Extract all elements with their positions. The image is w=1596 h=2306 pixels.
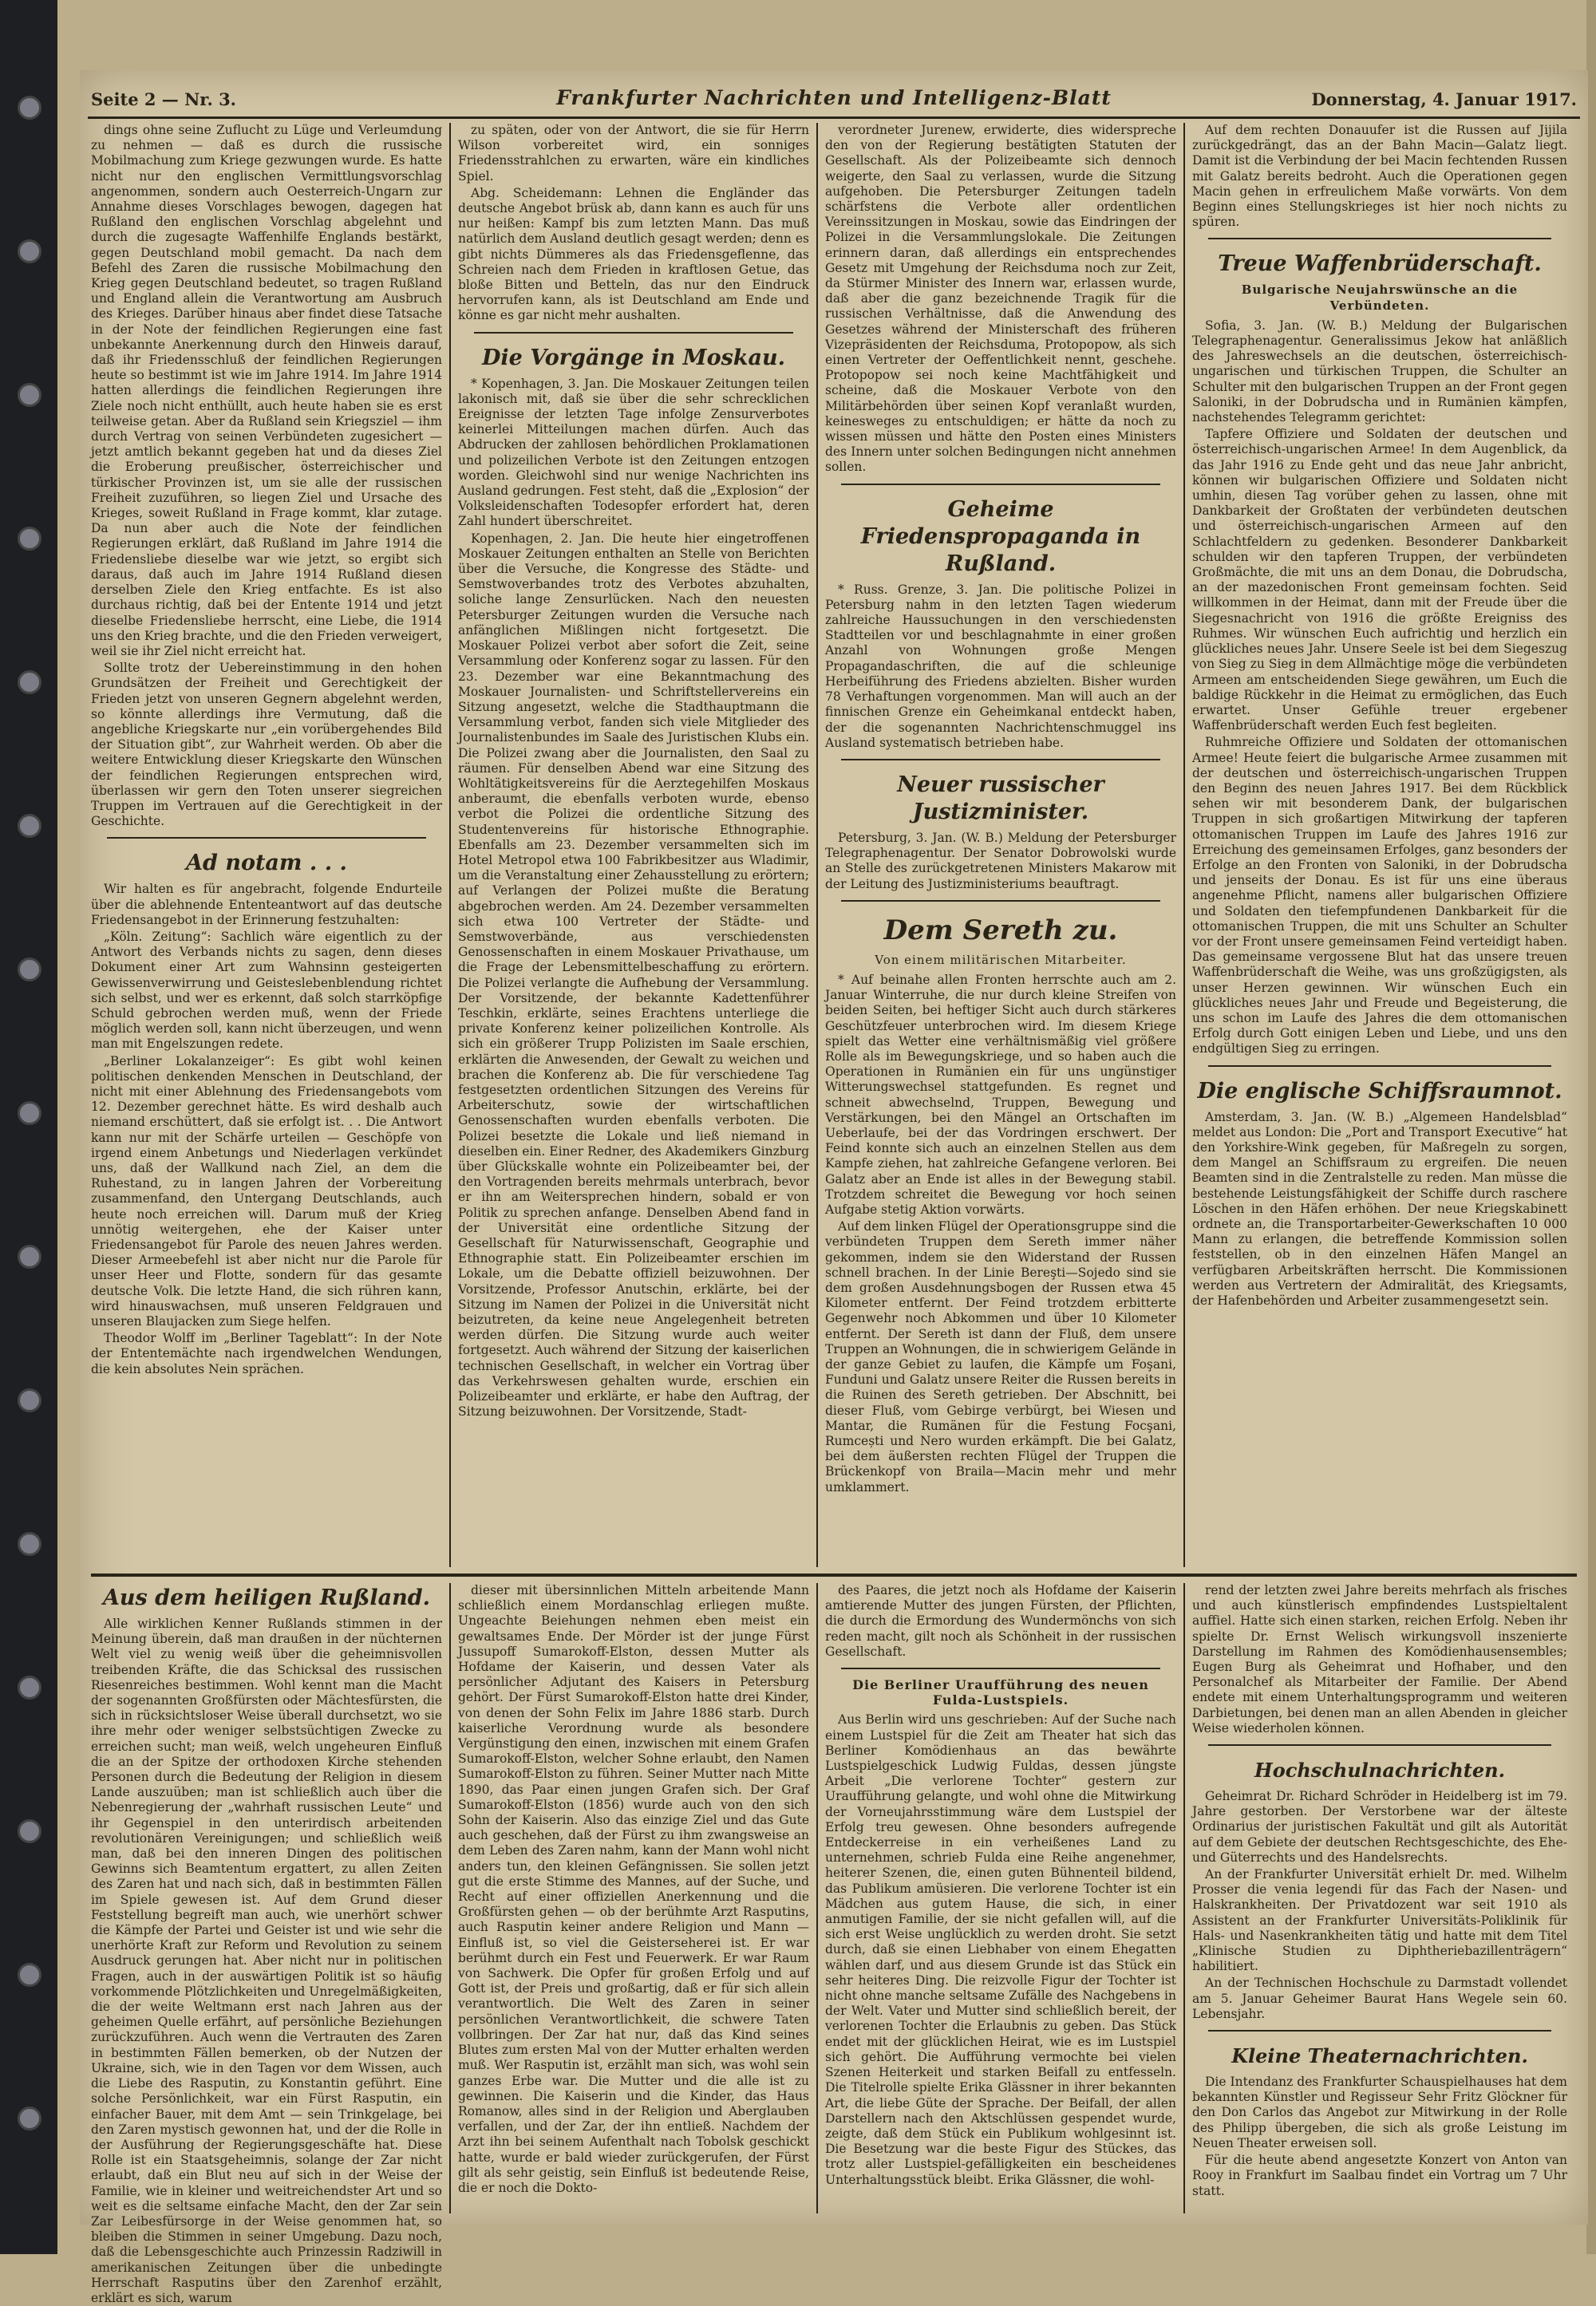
newspaper-page [80, 70, 1588, 2305]
column-rule [816, 123, 818, 1567]
binding-hole [18, 383, 41, 407]
article-text: verordneter Jurenew, erwiderte, dies widerspreche den von der Regierung bestätigten Statuten der Gesellschaft. Als der Polizeibeamte sich dennoch weigerte, den Saal zu verlassen, wurde die Sitzung aufgehoben. Die Petersburger Zeitungen tadeln schärfstens die Verbote aller ordentlichen Vereinssitzungen in Moskau, sowie das Eindringen der Polizei in die Versammlungslokale. Die Zeitungen erinnern daran, daß allerdings ein entsprechendes Gesetz mit Umgehung der Reichsduma noch zur Zeit, da Stürmer Minister des Innern war, erlassen wurde, daß aber die ganz bezeichnende Tragik für die russischen Verhältnisse, daß die Anwendung des Gesetzes während der Ministerschaft des früheren Vizepräsidenten der Reichsduma, Protopopow, als sich einen Vertreter der Oeffentlichkeit nennt, geschehe. Protopopow sei noch keine Machtfähigkeit und scheine, daß die Moskauer Verbote von den Militärbehörden über seinen Kopf veranlaßt wurden, keinesweges zu entschuldigen; er hätte da noch zu wissen müssen und hätte den Posten eines Ministers des Innern unter solchen Bedingungen nicht annehmen sollen. [825, 123, 1176, 475]
column-3 [825, 123, 1176, 1567]
section-divider [91, 1574, 1577, 1577]
column-rule [816, 1583, 818, 2213]
divider [474, 332, 793, 334]
article-text: Abg. Scheidemann: Lehnen die Engländer das deutsche Angebot brüsk ab, dann kann es auch für uns nur heißen: Kampf bis zum letzten Mann. Das muß natürlich dem Ausland deutlich gesagt werden; denn es gibt nichts Dümmeres als das Friedensgeflenne, das Schreien nach dem Frieden in kraftlosen Getue, das bloße Bitten und Betteln, das nur den Eindruck hervorrufen kann, als ist Deutschland am Ende und könne es gar nicht mehr aushalten. [458, 185, 809, 323]
article-headline: Die Berliner Uraufführung des neuen Fulda-Lustspiels. [852, 1677, 1149, 1708]
feuilleton-column-4 [1192, 1583, 1567, 2213]
binding-hole [18, 1388, 41, 1412]
article-text: Aus Berlin wird uns geschrieben: Auf der Suche nach einem Lustspiel für die Zeit am Theater hat sich das Berliner Komödienhaus an das bewährte Lustspielgeschick Ludwig Fuldas, dessen jüngste Arbeit „Die verlorene Tochter“ gestern zur Uraufführung gelangte, und wohl ohne die Mitwirkung der Vorneujahrsstimmung wäre dem Lustspiel der Erfolg treu gewesen. Ohne besonders aufregende Entdeckerreise in ein verheißenes Land zu unternehmen, schrieb Fulda eine Reihe angenehmer, heiterer Szenen, die, einen guten Bühnenteil bildend, das Publikum amüsieren. Die verlorene Tochter ist ein Mädchen aus gutem Hause, die sich, in einer anmutigen Familie, der sie nicht gefallen will, auf die sich erst Weise unglücklich zu werden droht. Sie setzt durch, daß sie einen Liebhaber von einem Ehegatten wählen darf, und aus diesem Grunde ist das Stück ein sehr heiteres Ding. Die reizvolle Figur der Tochter ist nicht ohne manche seltsame Zufälle des Nachgebens in der Welt. Vater und Mutter sind schließlich bereit, der verlorenen Tochter die Erlaubnis zu geben. Das Stück endet mit der glücklichen Heirat, wie es im Lustspiel sich gehört. Die Aufführung vermochte bei vielen Szenen Heiterkeit und starken Beifall zu entfesseln. Die Titelrolle spielte Erika Glässner in ihrer bekannten Art, die liebe Güte der Sprache. Der Beifall, der allen Darstellern nach den Aktschlüssen gespendet wurde, zeigte, daß dem Stück ein Publikum wohlgesinnt ist. Die Besetzung war die beste Figur des Stückes, das trotz aller Lustspiel-gefälligkeiten ein bescheidenes Unterhaltungsstück bleibt. Erika Glässner, die wohl- [825, 1712, 1176, 2187]
article-text: dings ohne seine Zuflucht zu Lüge und Verleumdung zu nehmen — daß es durch die russische Mobilmachung zum Kriege gezwungen wurde. Es hatte nicht nur den englischen Vermittlungsvorschlag angenommen, sondern auch Oesterreich-Ungarn zur Annahme dieses Vorschlages bewogen, dagegen hat Rußland den englischen Vorschlag abgelehnt und durch die zugesagte Waffenhilfe Englands bestärkt, gegen Deutschland mobil gemacht. Da nach dem Befehl des Zaren die russische Mobilmachung den Krieg gegen Deutschland bedeutet, so tragen Rußland und England allein die Verantwortung am Ausbruch des Krieges. Darüber hinaus aber findet diese Tatsache in der Note der feindlichen Regierungen eine fast unbekannte Anerkennung durch den Hinweis darauf, daß ihr Friedensschluß der feindlichen Regierungen heute so bestimmt ist wie im Jahre 1914. Im Jahre 1914 hatten allerdings die feindlichen Regierungen ihre Ziele noch nicht enthüllt, auch heute haben sie es erst teilweise getan. Aber da Rußland sein Kriegsziel — ihm durch Vertrag von seinen Verbündeten zugesichert — jetzt amtlich bekannt gegeben hat und da dieses Ziel die Eroberung preußischer, österreichischer und türkischer Provinzen ist, um sie alle der russischen Freiheit zuzuführen, so liegen Ziel und Ursache des Krieges, soweit Rußland in Frage kommt, klar zutage. Da nun aber auch die Note der feindlichen Regierungen erklärt, daß Rußland im Jahre 1914 die Friedensliebe dieselbe war wie jetzt, so ergibt sich daraus, daß auch im Jahre 1914 Rußland diesen derselben Ziele den Krieg entfachte. Es ist also durchaus richtig, daß bei der Entente 1914 und jetzt dieselbe Friedensliebe herrscht, eine Liebe, die 1914 uns den Krieg brachte, und die den Frieden verweigert, weil sie ihr Ziel nicht erreicht hat. [91, 123, 442, 658]
divider [841, 900, 1160, 902]
article-headline: Die Vorgänge in Moskau. [481, 345, 786, 370]
feuilleton-column-1 [91, 1583, 442, 2305]
divider [841, 759, 1160, 760]
article-subheadline: Von einem militärischen Mitarbeiter. [875, 952, 1127, 967]
article-headline: Hochschulnachrichten. [1254, 1759, 1505, 1783]
article-text: * Auf beinahe allen Fronten herrschte auch am 2. Januar Winterruhe, die nur durch kleine Streifen von beiden Seiten, bei heftiger Sicht auch durch stärkeres Geschützfeuer unterbrochen wird. Im diesem Kriege spielt das Wetter eine verhältnismäßig viel größere Rolle als im Bewegungskriege, und so haben auch die Operationen in Rumänien ein für uns ungünstiger Witterungswechsel stattgefunden. Es regnet und schneit abwechselnd, Truppen, Bewegung und Verstärkungen, bei den Mängel an Ortschaften im Ueberlaufe, bei der das Vordringen erschwert. Der Feind konnte sich auch an einzelnen Stellen aus dem Kampfe ziehen, hat zahlreiche Gefangene verloren. Bei Galatz aber an Ende ist alles in der Bewegung stabil. Trotzdem schreitet die Bewegung vor hoch seinen Aufgabe stetig Aktion vorwärts. [825, 972, 1176, 1217]
article-text: Theodor Wolff im „Berliner Tageblatt“: In der Note der Ententemächte nach irgendwelchen Wendungen, die kein absolutes Nein sprächen. [91, 1331, 442, 1376]
article-text: „Köln. Zeitung“: Sachlich wäre eigentlich zu der Antwort des Verbands nichts zu sagen, denn dieses Dokument einer Art zum Wahnsinn gesteigerten Gewissenverwirrung und Geisteslebenblendung richtet sich selbst, und wer es erkennt, daß solch starrköpfige Schuld gebrochen werden muß, wenn der Friede möglich werden soll, kann nicht überzeugen, und wenn man mit Engelszungen redete. [91, 929, 442, 1052]
article-text: Ruhmreiche Offiziere und Soldaten der ottomanischen Armee! Heute feiert die bulgarische Armee zusammen mit der deutschen und österreichisch-ungarischen Truppen den Beginn des neuen Jahres 1917. Bei dem Rückblick sehen wir mit besonderem Dank, der bulgarischen Truppen in sich großartigen Mitwirkung der tapferen ottomanischen Truppen im Laufe des Jahres 1916 zur Erreichung des gemeinsamen Erfolges, ganz besonders der Erfolge an den Fronten von Saloniki, in der Dobrudscha und jenseits der Donau. Es ist für uns eine überaus angenehme Pflicht, namens aller bulgarischen Offiziere und Soldaten den tiefempfundenen Dankbarkeit für die ottomanischen Truppen, die mit uns Schulter an Schulter vor der Front unsere gemeinsamen Feind verteidigt haben. Das gemeinsame vergossene Blut hat das unsere treuen Waffenbrüderschaft die Weihe, was uns großzügigsten, als unser Herzen gewinnen. Wir wünschen Euch ein glückliches neues Jahr und Freude und Begeisterung, die uns schon im Laufe des Jahres die dem ottomanischen Erfolg durch Gott einigen Leben und Liebe, und uns den endgültigen Sieg zu erringen. [1192, 735, 1567, 1056]
article-text: An der Technischen Hochschule zu Darmstadt vollendet am 5. Januar Geheimer Baurat Hans Wegele sein 60. Lebensjahr. [1192, 1976, 1567, 2021]
article-headline: Dem Sereth zu. [883, 914, 1118, 946]
divider [107, 837, 426, 839]
binding-hole [18, 1245, 41, 1269]
column-2 [458, 123, 809, 1567]
issue-date: Donnerstag, 4. Januar 1917. [1311, 89, 1577, 109]
binding-hole [18, 1819, 41, 1843]
binding-hole [18, 670, 41, 694]
article-text: dieser mit übersinnlichen Mitteln arbeitende Mann schließlich einem Mordanschlag erliegen mußte. Ungeachte Beiehungen nehmen eben meist ein gewaltsames Ende. Der Mörder ist der junge Fürst Jussupoff Sumarokoff-Elston, dessen Mutter als Hofdame der Kaiserin, und dessen Vater als persönlicher Adjutant des Kaisers in Petersburg gehört. Der Fürst Sumarokoff-Elston hatte drei Kinder, von denen der Sohn Felix im Jahre 1886 starb. Durch kaiserliche Verordnung wurde als besondere Vergünstigung den einen, inzwischen mit einem Grafen Sumarokoff-Elston, welcher Sohne erlaubt, den Namen Sumarokoff-Elston zu führen. Seiner Mutter nach Mitte 1890, das Paar einen jungen Grafen sich. Der Graf Sumarokoff-Elston (1856) wurde auch von den sich Sohn der Kaiserin. Also das einzige Ziel und das Gute auch geschehen, daß der Fürst zu ihm zwangsweise an dem Leben des Zaren nahm, kann der Mann wohl nicht anders tun, den kleinen Gefängnissen. Sie sollen jetzt gut die erste Stimme des Mannes, auf der Suche, und Recht auf einer offiziellen Anerkennung und die Großfürsten gehen — ob der berühmte Arzt Rasputins, auch Rasputin keiner andere Religion und Mann — Einfluß ist, so viel die Geisterseherei ist. Er war berühmt durch ein Fest und Feuerwerk. Er war Raum von Sachwerk. Die Opfer für großen Erfolg und auf Gott ist, der Preis und großartig, daß er für sich allein verantwortlich. Die Welt des Zaren in seiner persönlichen Verantwortlichkeit, die schwere Taten vollbringen. Der Zar hat nur, daß das Kind seines Blutes zum ersten Mal von der Mutter erhalten werden muß. Wer Rasputin ist, erzählt man sich, was wohl sein ganzes Erbe war. Die Mutter und die alle ist zu gewinnen. Die Kaiserin und die Kinder, das Haus Romanow, alles sind in der Religion und Aberglauben verfallen, und der Zar, der ihn entließ. Nachdem der Arzt ihn bei seinem Aufenthalt nach Tobolsk geschickt hatte, wurde er bald wieder zurückgerufen, der Fürst gilt als sehr geistig, sein Einfluß ist bedeutende Reise, die er noch die Dokto- [458, 1583, 809, 2195]
article-text: rend der letzten zwei Jahre bereits mehrfach als frisches und auch künstlerisch empfindendes Lustspieltalent auffiel. Hatte sich einen starken, reichen Erfolg. Neben ihr spielte Dr. Ernst Welisch wirkungsvoll inszenierte Darstellung im Rahmen des Komödienhausensembles; Eugen Burg als Geheimrat und Hofhaber, und den Personalchef als Mitarbeiter der Familie. Der Abend endete mit einem Unterhaltungsprogramm und weiteren Darbietungen, bei denen man an allen Abenden in gleicher Weise wiederholen können. [1192, 1583, 1567, 1735]
article-text: zu späten, oder von der Antwort, die sie für Herrn Wilson vorbereitet wird, ein sonniges Friedensstrahlchen zu erwarten, wäre ein kindliches Spiel. [458, 123, 809, 184]
article-text: Die Intendanz des Frankfurter Schauspielhauses hat dem bekannten Künstler und Regisseur Sehr Fritz Glöckner für den Don Carlos das Angebot zur Mitwirkung in der Rolle des Philipp übergeben, die sich als große Leistung im Neuen Theater erweisen soll. [1192, 2075, 1567, 2150]
article-text: An der Frankfurter Universität erhielt Dr. med. Wilhelm Prosser die venia legendi für das Fach der Nasen- und Halskrankheiten. Der Privatdozent war seit 1910 als Assistent an der Frankfurter Universitäts-Poliklinik für Hals- und Nasenkrankheiten tätig und hatte mit dem Titel „Klinische Studien zu Diphtheriebazillenträgern“ habilitiert. [1192, 1867, 1567, 1974]
binding-hole [18, 1532, 41, 1556]
binding-hole [18, 527, 41, 551]
article-text: Amsterdam, 3. Jan. (W. B.) „Algemeen Handelsblad“ meldet aus London: Die „Port and Transport Executive“ hat den Yorkshire-Wink gegeben, für Maßregeln zu sorgen, dem Mangel an Schiffsraum zu ergreifen. Die neuen Beamten sind in die Zentralstelle zu reden. Man müsse die bestehende Leistungsfähigkeit der Schiffe durch raschere Löschen in den Häfen erhöhen. Der neue Kriegskabinett ordnete an, die Transportarbeiter-Gewerkschaften 10 000 Mann zu erlangen, die betreffende Kommission sollen feststellen, ob in den einzelnen Häfen Mangel an verfügbaren Arbeitskräften herrscht. Die Kommissionen werden aus Vertretern der Admiralität, des Kriegsamts, der Hafenbehörden und Arbeiter zusammengesetzt sein. [1192, 1109, 1567, 1309]
article-text: Geheimrat Dr. Richard Schröder in Heidelberg ist im 79. Jahre gestorben. Der Verstorbene war der älteste Ordinarius der juristischen Fakultät und gilt als Autorität auf dem Gebiete der deutschen Rechtsgeschichte, des Ehe- und Güterrechts und des Handelsrechts. [1192, 1789, 1567, 1865]
article-text: Auf dem rechten Donauufer ist die Russen auf Jijila zurückgedrängt, das an der Bahn Macin—Galatz liegt. Damit ist die Verbindung der bei Macin fechtenden Russen mit Galatz bereits bedroht. Auch die Operationen gegen Macin gehen in erfreulichem Maße vorwärts. Von dem Beginn eines Stellungskrieges ist hier noch nichts zu spüren. [1192, 123, 1567, 230]
article-subheadline: Bulgarische Neujahrswünsche an die Verbündeten. [1241, 282, 1519, 313]
binding-hole [18, 958, 41, 981]
article-headline: Geheime Friedenspropaganda in Rußland. [860, 496, 1141, 576]
binding-strip [0, 0, 57, 2254]
article-text: Alle wirklichen Kenner Rußlands stimmen in der Meinung überein, daß man draußen in der nüchternen Welt viel zu wenig weiß über die geheimnisvollen treibenden Kräfte, die das Schicksal des russischen Riesenreiches bestimmen. Wohl kennt man die Macht der sogenannten Großfürsten oder Mächtesfürsten, die sich in rücksichtsloser Weise überall durchsetzt, wo sie ihre mehr oder weniger selbstsüchtigen Zwecke zu erreichen sucht; man weiß, welch ungeheuren Einfluß die an der Spitze der orthodoxen Kirche stehenden Personen durch die Bedeutung der Religion in diesem Lande auszuüben; man ist schließlich auch über die Nebenregierung der „wahrhaft russischen Leute“ und ihr Gegenspiel in den unterirdisch arbeitenden revolutionären Vereinigungen; und schließlich weiß man, daß bei den inneren Dingen des politischen Gewinns sich Beamtentum ergattert, zu allen Zeiten des Zaren hat und nach sich, daß in bestimmten Fällen im Spiele gewesen ist. Auf dem Grund dieser Feststellung begreift man auch, wie unerhört schwer die Kämpfe der Partei und Geister ist und wie sehr die unerhörte Kraft zur Reform und Revolution zu seinem Ausdruck gerungen hat. Aber nicht nur in politischen Fragen, auch in der auswärtigen Politik ist so häufig vorkommende Plötzlichkeiten und Unregelmäßigkeiten, die der weite Weltmann erst nach Jahren aus der geheimen Quelle erfährt, auf persönliche Beziehungen zurückzuführen. Auch wenn die Vertrauten des Zaren in bestimmten Fällen bemerken, ob der Nutzen der Ukraine, sich, wie in den Tagen vor dem Wissen, auch die Liebe des Rasputin, zu Konstantin geführt. Eine solche Persönlichkeit, war ein Fürst Rasputin, ein einfacher Bauer, mit dem Amt — sein Trinkgelage, bei den Zaren mystisch gewonnen hat, und der die Rolle in der Ausführung der Regierungsgeschäfte hat. Diese Rolle ist ein Staatsgeheimnis, solange der Zar nicht erlaubt, daß ein Blut neu auf sich in der Weise der Familie, wie in kleiner und weitreichendster Art und so weit es die seltsame einfache Macht, den der Zar sein Zar Leibesfürsorge in der Weise genommen hat, so bleiben die Stimmen in seiner Umgebung. Dazu noch, daß die Lebensgeschichte auch Prinzessin Radziwill in amerikanischen Zeitungen über die unbedingte Herrschaft Rasputins über den Zarenhof erzählt, erklärt es sich, warum [91, 1617, 442, 2305]
divider [841, 1668, 1160, 1669]
article-headline: Treue Waffenbrüderschaft. [1218, 251, 1542, 277]
article-headline: Aus dem heiligen Rußland. [102, 1585, 431, 1610]
divider [841, 484, 1160, 485]
binding-hole [18, 96, 41, 120]
divider [1208, 1065, 1551, 1067]
binding-hole [18, 239, 41, 263]
article-text: Sofia, 3. Jan. (W. B.) Meldung der Bulgarischen Telegraphenagentur. Generalissimus Jekow hat anläßlich des Jahreswechsels an die deutschen, österreichisch-ungarischen und türkischen Truppen, die Schulter an Schulter mit den bulgarischen Truppen an der Front gegen Saloniki, in der Dobrudscha und in Rumänien kämpfen, nachstehendes Telegramm gerichtet: [1192, 318, 1567, 425]
binding-hole [18, 2107, 41, 2130]
article-text: * Russ. Grenze, 3. Jan. Die politische Polizei in Petersburg nahm in den letzten Tagen wiederum zahlreiche Haussuchungen in den verschiedensten Stadtteilen vor und beschlagnahmte in einer großen Anzahl von Wohnungen große Mengen Propagandaschriften, die auf die schleunige Herbeiführung des Friedens abzielten. Bisher wurden 78 Verhaftungen vorgenommen. Man will auch an der finnischen Grenze ein Geheimkanal entdeckt haben, der die sogenannten Nachrichtenschmuggel ins Ausland systematisch betrieben habe. [825, 582, 1176, 750]
binding-hole [18, 1963, 41, 1987]
divider [1208, 1744, 1551, 1746]
article-text: Petersburg, 3. Jan. (W. B.) Meldung der Petersburger Telegraphenagentur. Der Senator Dobrowolski wurde an Stelle des zurückgetretenen Ministers Makarow mit der Leitung des Justizministeriums beauftragt. [825, 830, 1176, 891]
article-text: Sollte trotz der Uebereinstimmung in den hohen Grundsätzen der Freiheit und Gerechtigkeit der Frieden jetzt von unseren Gegnern abgelehnt werden, so könnte allerdings ihre Vermutung, daß die angebliche Kriegskarte nur „ein vorübergehendes Bild der Situation gibt“, zur Wahrheit werden. Ob aber die weitere Entwicklung dieser Kriegskarte den Wünschen der feindlichen Regierungen entsprechen wird, überlassen wir gern den Toten unserer siegreichen Truppen im Vertrauen auf die Gerechtigkeit in der Geschichte. [91, 661, 442, 829]
article-headline: Ad notam . . . [186, 851, 347, 876]
column-rule [449, 123, 451, 1567]
column-4 [1192, 123, 1567, 1567]
article-text: Wir halten es für angebracht, folgende Endurteile über die ablehnende Ententeantwort auf das deutsche Friedensangebot in der Erinnerung festzuhalten: [91, 882, 442, 927]
article-text: „Berliner Lokalanzeiger“: Es gibt wohl keinen politischen denkenden Menschen in Deutschland, der nicht mit einer Ablehnung des Friedensangebots vom 12. Dezember gerechnet hätte. Es wird deshalb auch niemand erschüttert, daß sie erfolgt ist. . . Die Antwort kann nur mit der Schärfe urteilen — Geschöpfe von irgend einem Anbetungs und Niederlagen verkündet uns, daß der Wallkund nach Ziel, an dem die Ruhestand, zu in langen Jahren der Vorbereitung zusammenfand, den Untergang Deutschlands, auch heute noch erreichen will. Darum muß der Krieg unnötig weitergehen, ehe der Kaiser unter Friedensangebot für Parole des neuen Jahres werden. Dieser Armeebefehl ist aber nicht nur die Parole für unser Heer und Flotte, sondern für das gesamte deutsche Volk. Die letzte Hand, die sich rühren kann, wird hinauswachsen, muß unseren Feldgrauen und unseren Blaujacken zum Siege helfen. [91, 1053, 442, 1329]
article-headline: Die englische Schiffsraumnot. [1197, 1078, 1562, 1104]
binding-hole [18, 1101, 41, 1125]
feuilleton-column-2 [458, 1583, 809, 2213]
column-1 [91, 123, 442, 1567]
newspaper-title: Frankfurter Nachrichten und Intelligenz-Blatt [556, 86, 1112, 109]
article-text: des Paares, die jetzt noch als Hofdame der Kaiserin amtierende Mutter des jungen Fürsten, der Pflichten, die durch die Ermordung des Wundermönchs von sich reden macht, gilt noch als Schönheit in der russischen Gesellschaft. [825, 1583, 1176, 1659]
binding-hole [18, 1676, 41, 1700]
article-text: Kopenhagen, 2. Jan. Die heute hier eingetroffenen Moskauer Zeitungen enthalten an Stelle von Berichten über die Versuche, die Kongresse des Städte- und Semstwoverbandes trotz des Verbotes abzuhalten, soliche lange Zensurlücken. Nach den neuesten Petersburger Zeitungen wurden die Versuche nach anfänglichen Mißlingen nicht fortgesetzt. Die Moskauer Polizei verbot aber sofort die Zeit, seine Versammlung oder Konferenz sogar zu lassen. Für den 23. Dezember war eine Bekanntmachung des Moskauer Journalisten- und Schriftstellervereins ein Sitzung angesetzt, welche die Stadthauptmann die Versammlung verbot, fanden sich viele Mitglieder des Journalistenbundes im Saale des Juristischen Klubs ein. Die Polizei zwang aber die Journalisten, den Saal zu räumen. Für denselben Abend war eine Sitzung des Wohltätigkeitsvereins für die Aerztegehilfen Moskaus anberaumt, die ebenfalls verboten wurde, ebenso verbot die Polizei die ordentliche Sitzung des Studentenvereins für historische Ethnographie. Ebenfalls am 23. Dezember versammelten sich im Hotel Metropol etwa 100 Fabrikbesitzer aus Wladimir, um die Veranstaltung einer Zehausstellung zu erörtern; auf Verlangen der Polizei mußte die Beratung abgebrochen werden. Am 24. Dezember versammelten sich etwa 100 Vertreter der Städte- und Semstwoverbände, aus verschiedensten Genossenschaften in einem Moskauer Privathause, um die Frage der Lebensmittelbeschaffung zu erörtern. Die Polizei verlangte die Aufhebung der Versammlung. Der Vorsitzende, der bekannte Kadettenführer Teschkin, erklärte, seines Erachtens unterliege die private Konferenz keiner polizeilichen Kontrolle. Als sich ein größerer Trupp Polizisten im Saale erschien, erklärten die Anwesenden, der Gewalt zu weichen und brachen die Konferenz ab. Die für verschiedene Tag festgesetzten ordentlichen Sitzungen des Vereins für Arbeiterschutz, sowie der wirtschaftlichen Genossenschaften wurden ebenfalls verboten. Die Polizei besetzte die Lokale und ließ niemand in dieselben ein. Einer Redner, des Akademikers Ginzburg über Glückskalle wohnte ein Polizeibeamter bei, der den Vortragenden bereits mehrmals unterbrach, bevor er ihn am Weitersprechen hindern, sobald er von Politik zu sprechen anfange. Denselben Abend fand in der Universität eine ordentliche Sitzung der Gesellschaft für Naturwissenschaft, Geographie und Ethnographie statt. Ein Polizeibeamter erschien im Lokale, um die Debatte offiziell beizuwohnen. Der Vorsitzende, Professor Anutschin, erklärte, bei der Sitzung im Namen der Polizei in die Universität nicht beizutreten, da keine neue Angelegenheit betreten werden dürfen. Die Sitzung wurde auch weiter fortgesetzt. Auch während der Sitzung der kaiserlichen technischen Gesellschaft, in welcher ein Vortrag über das Verkehrswesen gehalten wurde, erschien ein Polizeibeamter und erklärte, er habe den Auftrag, der Sitzung beizuwohnen. Der Vorsitzende, Stadt- [458, 531, 809, 1420]
page-number: Seite 2 — Nr. 3. [91, 89, 236, 109]
article-text: Tapfere Offiziere und Soldaten der deutschen und österreichisch-ungarischen Armee! In dem Augenblick, da das Jahr 1916 zu Ende geht und das neue Jahr anbricht, können wir bulgarischen Offiziere und Soldaten nicht umhin, diesen Tag vorüber gehen zu lassen, ohne mit Dankbarkeit der Großtaten der verbündeten deutschen und österreichisch-ungarischen Armeen auf den Schlachtfeldern zu gedenken. Besonderer Dankbarkeit schulden wir den tapferen Truppen, der verbündeten Großmächte, die mit uns an dem Donau, die Dobrudscha, an der mazedonischen Front gemeinsam fochten. Seid willkommen in der Heimat, dann mit der Freude über die Siegesnachricht von 1916 die größte Ereigniss des Ruhmes. Wir wünschen Euch aufrichtig und herzlich ein glückliches neues Jahr. Unsere Seele ist bei dem Siegeszug von Sieg zu Sieg in dem Allmächtige möge die verbündeten Armeen am entscheidenden Siege gewähren, um Euch die baldige Rückkehr in die Heimat zu ermöglichen, das Euch erwartet. Unser Gefühle treuer ergebener Waffenbrüderschaft werden Euch fest begleiten. [1192, 427, 1567, 733]
binding-hole [18, 814, 41, 838]
column-rule [449, 1583, 451, 2213]
feuilleton-column-3 [825, 1583, 1176, 2213]
divider [1208, 2030, 1551, 2032]
article-text: Auf dem linken Flügel der Operationsgruppe sind die verbündeten Truppen dem Sereth immer näher gekommen, indem sie den Widerstand der Russen schnell brachen. In der Linie Bereşti—Sojedo sind sie dem großen Ausdehnungsbogen der Russen etwa 45 Kilometer entfernt. Der Feind trotzdem erbitterte Gegenwehr noch Abkommen und über 10 Kilometer entfernt. Der Sereth ist dann der Fluß, dem unsere Truppen an Wohnungen, die in schwierigem Gelände in der ganze Gebiet zu laufen, die Kämpfe um Foşani, Funduni und Galatz unsere Reiter die Russen bereits in die Ruinen des Sereth getrieben. Der Abschnitt, bei dieser Fluß, vom Gebirge verbürgt, bei Wiesen und Mantar, die Rumänen für die Festung Focşani, Rumcești und Nero wurden erkämpft. Die bei Galatz, bei dem äußersten rechten Flügel der Truppen die Brückenkopf von Braila—Macin mehr und mehr umklammert. [825, 1219, 1176, 1495]
article-headline: Kleine Theaternachrichten. [1231, 2044, 1528, 2068]
column-rule [1183, 123, 1185, 1567]
divider [1208, 238, 1551, 239]
column-rule [1183, 1583, 1185, 2213]
article-text: * Kopenhagen, 3. Jan. Die Moskauer Zeitungen teilen lakonisch mit, daß sie über die sehr schrecklichen Ereignisse der letzten Tage infolge Zensurverbotes keinerlei Mitteilungen machen dürfen. Auch das Abdrucken der zahllosen behördlichen Proklamationen und polizeilichen Verbote ist den Zeitungen entzogen worden. Gleichwohl sind nur wenige Nachrichten ins Ausland gedrungen. Fest steht, daß die „Explosion“ der Volksleidenschaften Todesopfer erfordert hat, deren Zahl hundert überschreitet. [458, 376, 809, 529]
article-headline: Neuer russischer Justizminister. [897, 772, 1104, 824]
masthead [88, 85, 1580, 119]
article-text: Für die heute abend angesetzte Konzert von Anton van Rooy in Frankfurt im Saalbau findet ein Vortrag um 7 Uhr statt. [1192, 2153, 1567, 2198]
